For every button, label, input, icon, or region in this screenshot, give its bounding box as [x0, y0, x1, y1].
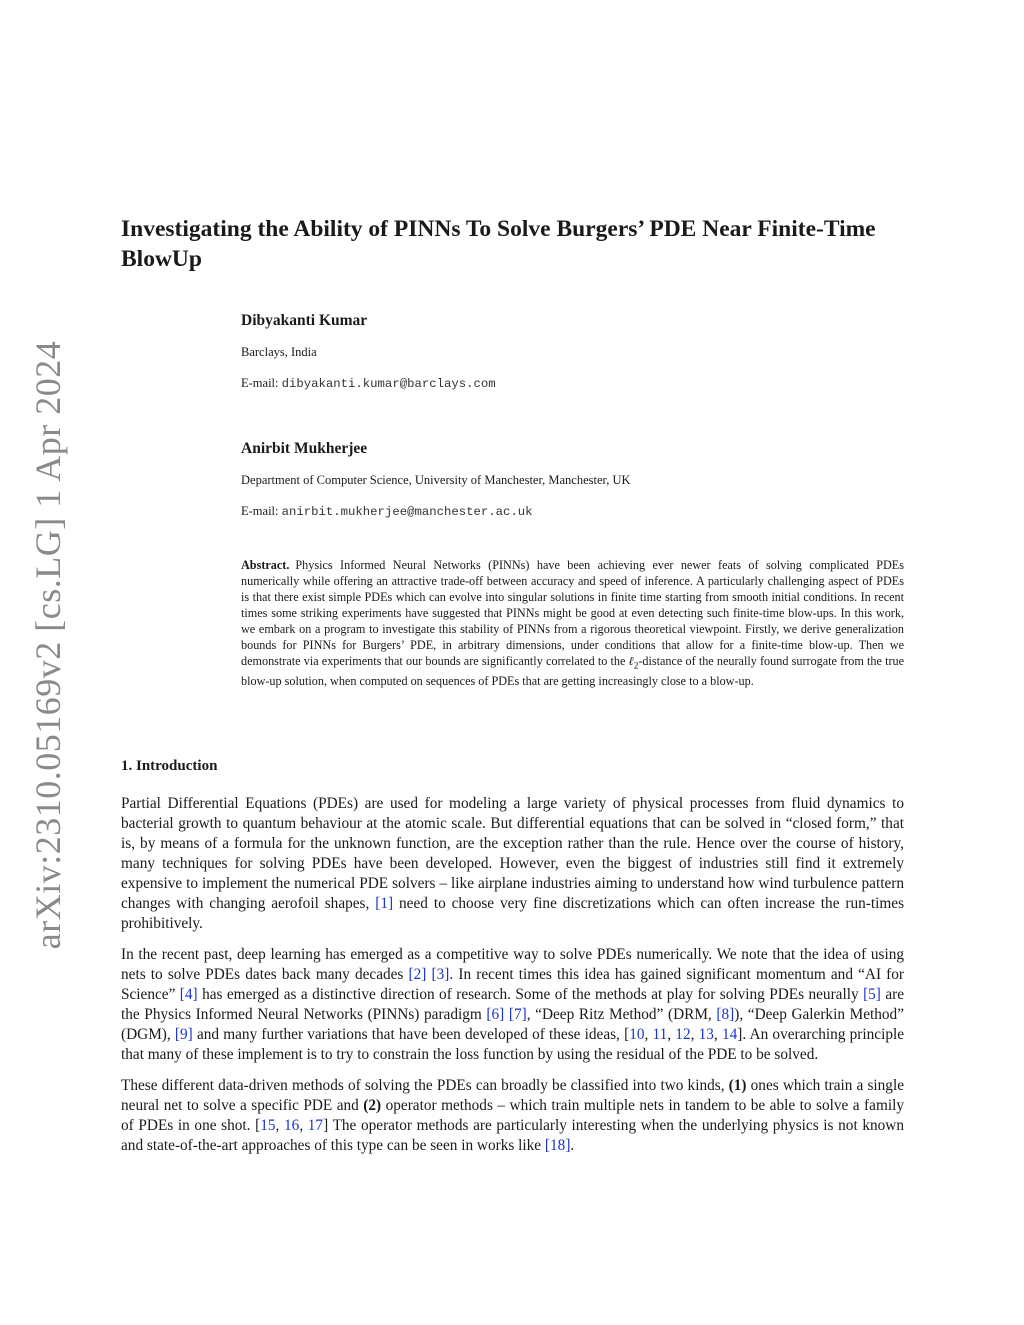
norm-subscript: 2: [633, 660, 639, 671]
author-email-line: [241, 376, 911, 391]
citation-link[interactable]: 10: [629, 1026, 645, 1043]
citation-link[interactable]: 17: [307, 1117, 324, 1134]
text: . In recent times this idea has gained significant momentum and “AI for Science”: [121, 966, 905, 1003]
paragraph-1: [121, 794, 904, 934]
email-label: E-mail:: [241, 504, 279, 518]
text: ones which train a single neural net to solve a specific PDE and: [121, 1077, 904, 1114]
text: and many further variations that have been developed of these ideas,: [196, 1026, 620, 1043]
text: These different data-driven methods of solving the PDEs can broadly be classified into two kinds,: [121, 1077, 725, 1094]
author-email[interactable]: anirbit.mukherjee@manchester.ac.uk: [281, 505, 533, 519]
abstract-text: Physics Informed Neural Networks (PINNs) have been achieving ever newer feats of solving complicated PDEs numerically while offering an attractive trade-off between accuracy and speed of inference. A particularly challenging aspect of PDEs is that there exist simple PDEs which can evolve into singular solutions in finite time starting from smooth initial conditions. In recent times some striking experiments have suggested that PINNs might be good at even detecting such finite-time blow-ups. In this work, we embark on a program to investigate this stability of PINNs from a rigorous theoretical viewpoint. Firstly, we derive generalization bounds for PINNs for Burgers’ PDE, in arbitrary dimensions, under conditions that allow for a finite-time blow-up. Then we demonstrate via experiments that our bounds are significantly correlated to the: [241, 558, 904, 668]
citation-link[interactable]: [6]: [486, 1006, 505, 1023]
arxiv-identifier[interactable]: arXiv:2310.05169v2 [cs.LG] 1 Apr 2024: [28, 340, 68, 950]
text: , “Deep Ritz Method” (DRM,: [526, 1006, 712, 1023]
citation-link[interactable]: [1]: [375, 895, 394, 912]
paragraph-3: These different data-driven methods of solving the PDEs can broadly be classified into two kinds, (1) ones which train a single neural net to solve a specific PDE and (2) operator methods – which train multiple nets in tandem to be able to solve a family of PDEs in one shot. [15, 16, 17] The operator methods are particularly interesting when the underlying physics is not known and state-of-the-art approaches of this type can be seen in works like [18].: [121, 1077, 904, 1154]
author-block: [241, 312, 911, 519]
enum-marker: (1): [728, 1077, 747, 1094]
citation-link[interactable]: [2]: [408, 966, 427, 983]
text: ), “Deep Galerkin Method” (DGM),: [121, 1006, 904, 1043]
citation-link[interactable]: 11: [652, 1026, 668, 1043]
author-affiliation: Department of Computer Science, University of Manchester, Manchester, UK: [241, 473, 631, 487]
bracket: [: [255, 1117, 261, 1134]
text: Partial Differential Equations (PDEs) are used for modeling a large variety of physical processes from fluid dynamics to bacterial growth to quantum behaviour at the atomic scale. But differential equations that can be solved in “closed form,” that is, by means of a formula for the unknown function, are the exception rather than the rule. Hence over the course of history, many techniques for solving PDEs have been developed. However, even the biggest of industries still find it extremely expensive to implement the numerical PDE solvers – like airplane industries aiming to understand how wind turbulence pattern changes with changing aerofoil shapes,: [121, 795, 904, 912]
bracket: [: [624, 1026, 630, 1043]
citation-link[interactable]: [8]: [716, 1006, 735, 1023]
citation-link[interactable]: 15: [260, 1117, 276, 1134]
citation-link[interactable]: 16: [284, 1117, 300, 1134]
citation-link[interactable]: 12: [675, 1026, 691, 1043]
citation-link[interactable]: [4]: [179, 986, 198, 1003]
author-email[interactable]: dibyakanti.kumar@barclays.com: [281, 377, 496, 391]
text: The operator methods are particularly interesting when the underlying physics is not known and state-of-the-art approaches of this type can be seen in works like: [121, 1117, 904, 1154]
text: are the Physics Informed Neural Networks (PINNs) paradigm: [121, 986, 905, 1023]
bracket: ]: [323, 1117, 329, 1134]
text: has emerged as a distinctive direction of research. Some of the methods at play for solving PDEs neurally: [202, 986, 859, 1003]
author-1: [241, 312, 911, 440]
enum-marker: (2): [363, 1097, 382, 1114]
text: In the recent past, deep learning has emerged as a competitive way to solve PDEs numerically. We note that the idea of using nets to solve PDEs dates back many decades: [121, 946, 904, 983]
text: operator methods – which train multiple nets in tandem to be able to solve a family of PDEs in one shot.: [121, 1097, 904, 1134]
abstract: [241, 557, 904, 689]
email-label: E-mail:: [241, 376, 279, 390]
text: . An overarching principle that many of these implement is to try to constrain the loss function by using the residual of the PDE to be solved.: [121, 1026, 905, 1063]
abstract-label: Abstract.: [241, 558, 290, 572]
text: need to choose very fine discretizations which can often increase the run-times prohibitively.: [121, 895, 905, 932]
arxiv-side-stamp: [18, 340, 78, 950]
paragraph-2: In the recent past, deep learning has emerged as a competitive way to solve PDEs numerically. We note that the idea of using nets to solve PDEs dates back many decades [2] [3]. In recent times this idea has gained significant momentum and “AI for Science” [4] has emerged as a distinctive direction of research. Some of the methods at play for solving PDEs neurally [5] are the Physics Informed Neural Networks (PINNs) paradigm [6] [7], “Deep Ritz Method” (DRM, [8]), “Deep Galerkin Method” (DGM), [9] and many further variations that have been developed of these ideas, [10, 11, 12, 13, 14]. An overarching principle that many of these implement is to try to constrain the loss function by using the residual of the PDE to be solved.: [121, 946, 905, 1063]
citation-link[interactable]: 14: [721, 1026, 738, 1043]
author-2: [241, 440, 911, 519]
paper-title: Investigating the Ability of PINNs To Solve Burgers’ PDE Near Finite-Time BlowUp: [121, 216, 876, 272]
section-heading: 1. Introduction: [121, 758, 218, 774]
author-name: Anirbit Mukherjee: [241, 440, 368, 457]
bracket: ]: [737, 1026, 743, 1043]
author-email-line: [241, 504, 911, 519]
text: .: [570, 1137, 575, 1154]
citation-link[interactable]: 13: [698, 1026, 714, 1043]
citation-link[interactable]: [7]: [508, 1006, 527, 1023]
author-name: Dibyakanti Kumar: [241, 312, 368, 329]
introduction-body: [121, 794, 904, 1167]
abstract-text-end: -distance of the neurally found surrogate from the true blow-up solution, when computed on sequences of PDEs that are getting increasingly close to a blow-up.: [241, 654, 905, 689]
citation-link[interactable]: [3]: [431, 966, 450, 983]
author-affiliation: Barclays, India: [241, 345, 317, 359]
citation-link[interactable]: [9]: [174, 1026, 193, 1043]
citation-link[interactable]: [18]: [544, 1137, 571, 1154]
norm-symbol: ℓ: [628, 654, 634, 668]
citation-link[interactable]: [5]: [863, 986, 881, 1003]
